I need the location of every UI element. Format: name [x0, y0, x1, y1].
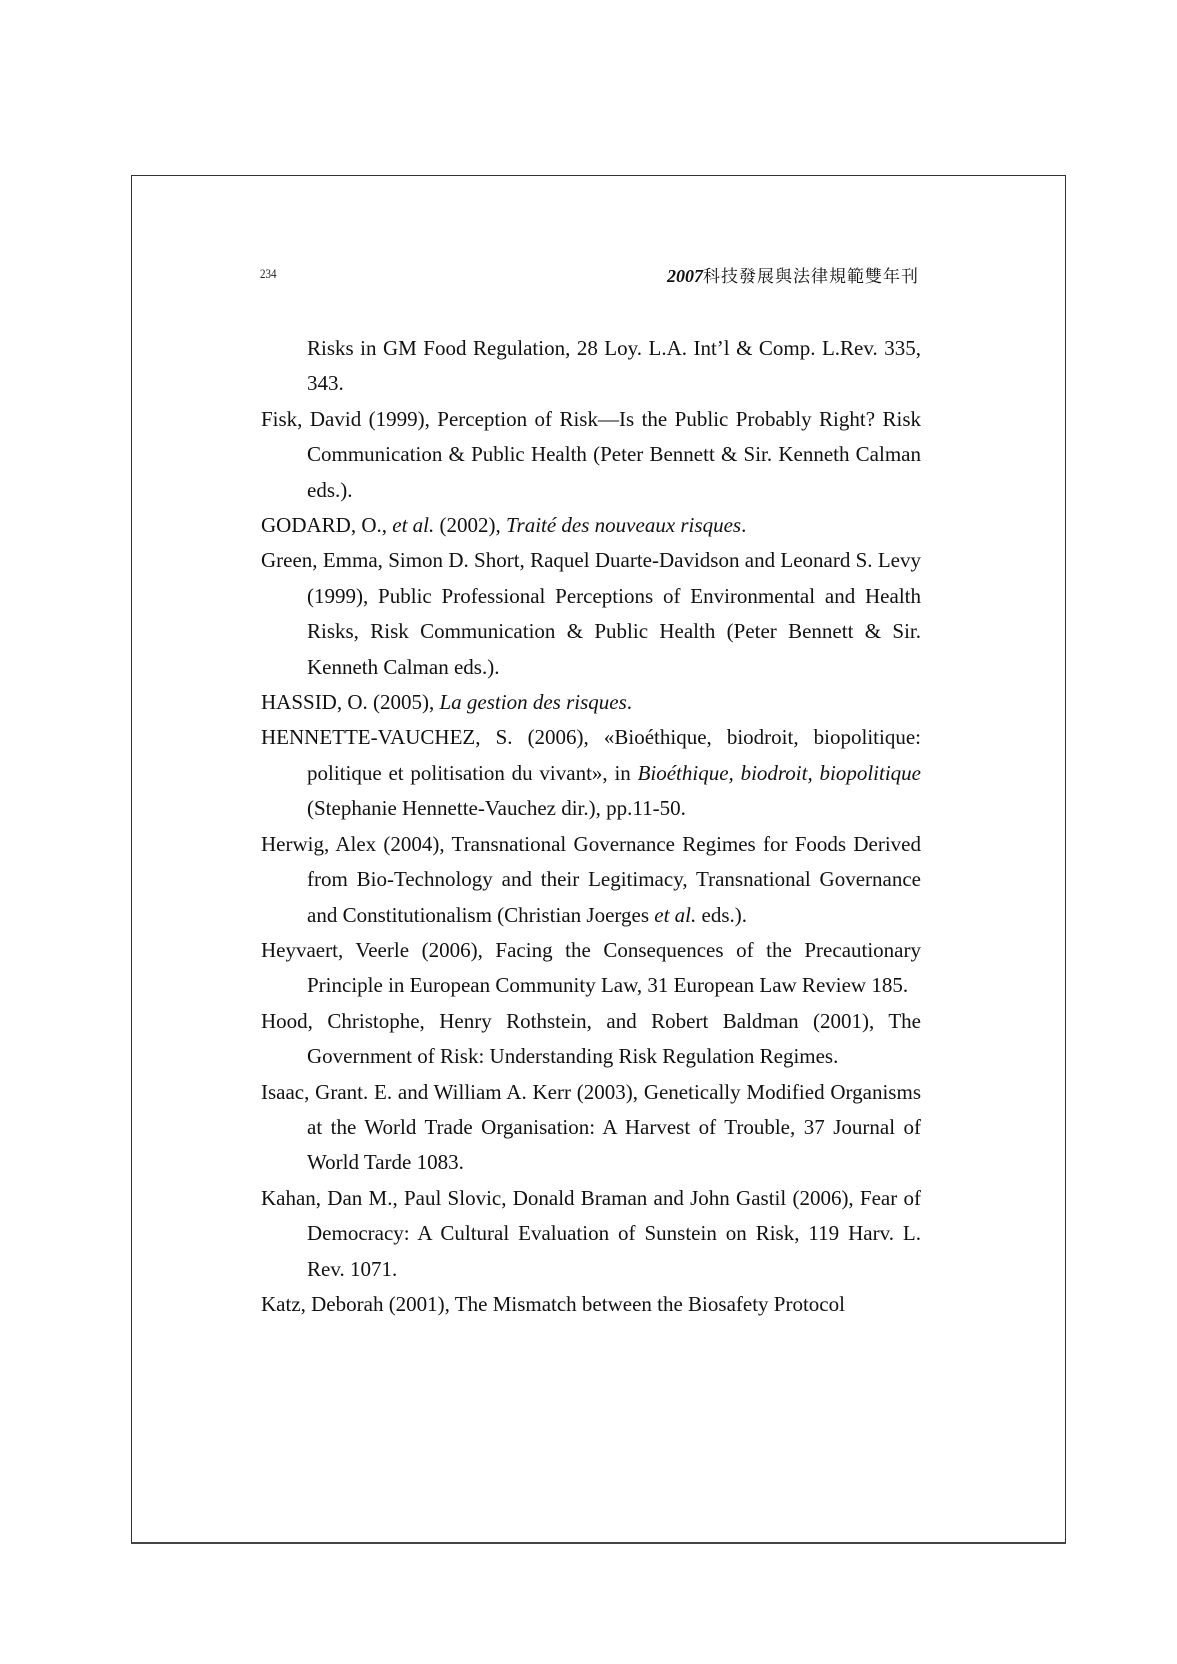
reference-entry	[261, 1004, 921, 1075]
reference-entry	[261, 685, 921, 720]
reference-text: GODARD, O.,	[261, 513, 393, 538]
page-number: 234	[260, 266, 277, 281]
reference-text: .	[626, 690, 633, 715]
running-head	[667, 262, 919, 287]
reference-text: Fisk, David (1999), Perception of Risk—Is the Public Probably Right? Risk Communication & Public Health (Peter Bennett & Sir. Kenneth Calman eds.).	[261, 406, 921, 502]
reference-text: Green, Emma, Simon D. Short, Raquel Duarte-Davidson and Leonard S. Levy (1999), Public Professional Perceptions of Environmental and Health Risks, Risk Communication & Public Health (Peter Bennett & Sir. Kenneth Calman eds.).	[261, 548, 921, 679]
reference-text: (Stephanie Hennette-Vauchez dir.), pp.11-50.	[307, 796, 686, 821]
reference-text: Risks in GM Food Regulation, 28 Loy. L.A. Int’l & Comp. L.Rev. 335, 343.	[307, 336, 921, 396]
journal-year: 2007	[667, 266, 703, 286]
reference-text: Hood, Christophe, Henry Rothstein, and Robert Baldman (2001), The Government of Risk: Understanding Risk Regulation Regimes.	[261, 1008, 921, 1069]
reference-text: eds.).	[696, 902, 748, 927]
reference-italic-text: Traité des nouveaux risques	[506, 513, 742, 538]
reference-italic-text: et al.	[654, 902, 697, 927]
reference-entry-continued	[261, 331, 921, 402]
reference-italic-text: et al.	[392, 513, 435, 538]
reference-entry	[261, 1287, 921, 1322]
reference-entry	[261, 720, 921, 826]
reference-text: Herwig, Alex (2004), Transnational Governance Regimes for Foods Derived from Bio-Technology and their Legitimacy, Transnational Governance and Constitutionalism (Christian Joerges	[261, 831, 921, 927]
reference-text: HENNETTE-VAUCHEZ, S. (2006), «Bioéthique, biodroit, biopolitique: politique et politisation du vivant», in	[261, 725, 921, 785]
reference-italic-text: La gestion des risques	[439, 690, 627, 715]
reference-list	[261, 331, 921, 1322]
reference-text: HASSID, O. (2005),	[261, 690, 440, 715]
reference-entry	[261, 933, 921, 1004]
reference-text: (2002),	[434, 513, 506, 538]
reference-entry	[261, 543, 921, 685]
reference-entry	[261, 1181, 921, 1287]
reference-text: Isaac, Grant. E. and William A. Kerr (2003), Genetically Modified Organisms at the World Trade Organisation: A Harvest of Trouble, 37 Journal of World Tarde 1083.	[261, 1079, 921, 1175]
journal-title: 科技發展與法律規範雙年刊	[703, 267, 919, 287]
reference-text: .	[741, 513, 747, 538]
reference-text: Kahan, Dan M., Paul Slovic, Donald Braman and John Gastil (2006), Fear of Democracy: A Cultural Evaluation of Sunstein on Risk, 119 Harv. L. Rev. 1071.	[261, 1185, 921, 1281]
reference-text: Katz, Deborah (2001), The Mismatch between the Biosafety Protocol	[261, 1291, 845, 1316]
reference-text: Heyvaert, Veerle (2006), Facing the Consequences of the Precautionary Principle in European Community Law, 31 European Law Review 185.	[261, 937, 921, 998]
reference-entry	[261, 827, 921, 933]
reference-entry	[261, 402, 921, 508]
reference-entry	[261, 508, 921, 543]
reference-entry	[261, 1075, 921, 1181]
reference-italic-text: Bioéthique, biodroit, biopolitique	[637, 760, 921, 785]
